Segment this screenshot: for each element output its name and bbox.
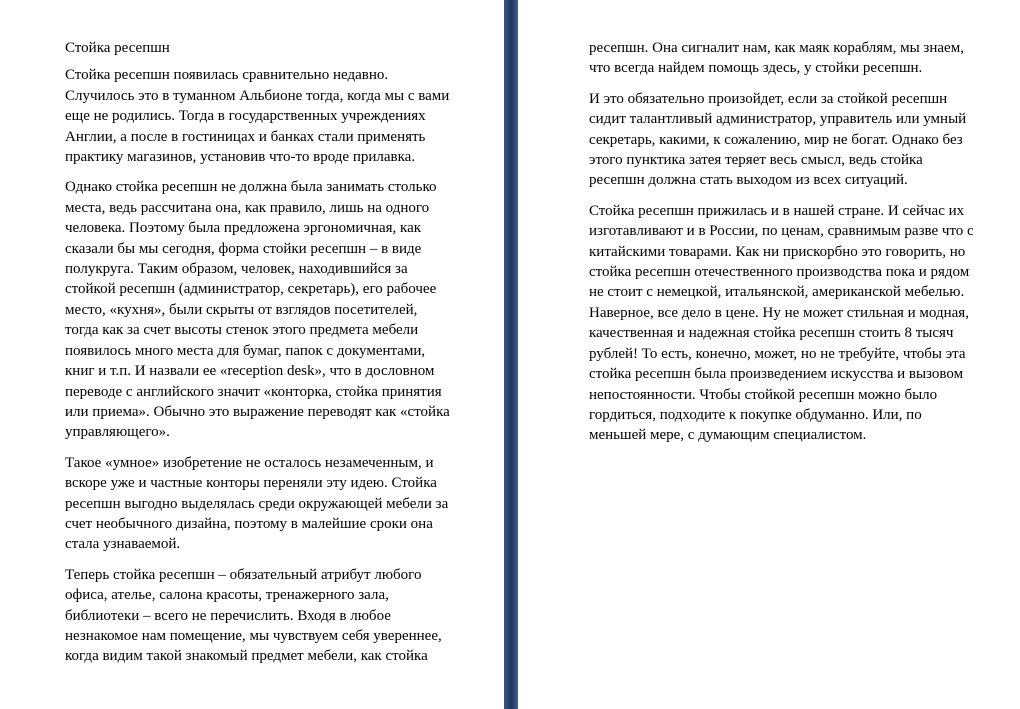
paragraph-continuation: ресепшн. Она сигналит нам, как маяк кораблям, мы знаем, что всегда найдем помощь здесь, у стойки ресепшн. [589,40,964,77]
paragraph: Такое «умное» изобретение не осталось незамеченным, и вскоре уже и частные конторы переняли эту идею. Стойка ресепшн выгодно выделялась среди окружающей мебели за счет необычного дизайна, поэтому в малейшие сроки она стала узнаваемой. [65,454,449,553]
paragraph: Теперь стойка ресепшн – обязательный атрибут любого офиса, ателье, салона красоты, тренажерного зала, библиотеки – всего не перечислить. Входя в любое незнакомое нам помещение, мы чувствуем себя увереннее, когда видим такой знакомый предмет мебели, как стойка [65,566,442,665]
paragraph: Однако стойка ресепшн не должна была занимать столько места, ведь рассчитана она, как правило, лишь на одного человека. Поэтому была предложена эргономичная, как сказали бы мы сегодня, форма стойки ресепшн – в виде полукруга. Таким образом, человек, находившийся за стойкой ресепшн (администратор, секретарь), его рабочее место, «кухня», были скрыты от взглядов посетителей, тогда как за счет высоты стенок этого предмета мебели появилось много места для бумаг, папок с документами, книг и т.п. И назвали ее «reception desk», что в дословном переводе с английского значит «конторка, стойка принятия или приема». Обычно это выражение переводят как «стойка управляющего». [65,179,450,441]
paragraph: Стойка ресепшн прижилась и в нашей стране. И сейчас их изготавливают и в России, по ценам, сравнимым разве что с китайскими товарами. Как ни прискорбно это говорить, но стойка ресепшн отечественного производства пока и рядом не стоит с немецкой, итальянской, американской мебелью. Наверное, все дело в цене. Ну не может стильная и модная, качественная и надежная стойка ресепшн стоить 8 тысяч рублей! То есть, конечно, может, но не требуйте, чтобы эта стойка ресепшн была произведением искусства и вызовом непостоянности. Чтобы стойкой ресепшн можно было гордиться, подходите к покупке обдуманно. Или, по меньшей мере, с думающим специалистом. [589,202,974,444]
right-page [518,0,1020,709]
paragraph: И это обязательно произойдет, если за стойкой ресепшн сидит талантливый администратор, управитель или умный секретарь, какими, к сожалению, мир не богат. Однако без этого пунктика затея теряет весь смысл, ведь стойка ресепшн должна стать выходом из всех ситуаций. [589,90,967,189]
document-title: Стойка ресепшн [65,40,170,56]
page-separator [504,0,518,709]
paragraph: Стойка ресепшн появилась сравнительно недавно. Случилось это в туманном Альбионе тогда, когда мы с вами еще не родились. Тогда в государственных учреждениях Англии, а после в гостиницах и банках стали применять практику магазинов, установив что-то вроде прилавка. [65,67,450,166]
left-page [0,0,504,709]
